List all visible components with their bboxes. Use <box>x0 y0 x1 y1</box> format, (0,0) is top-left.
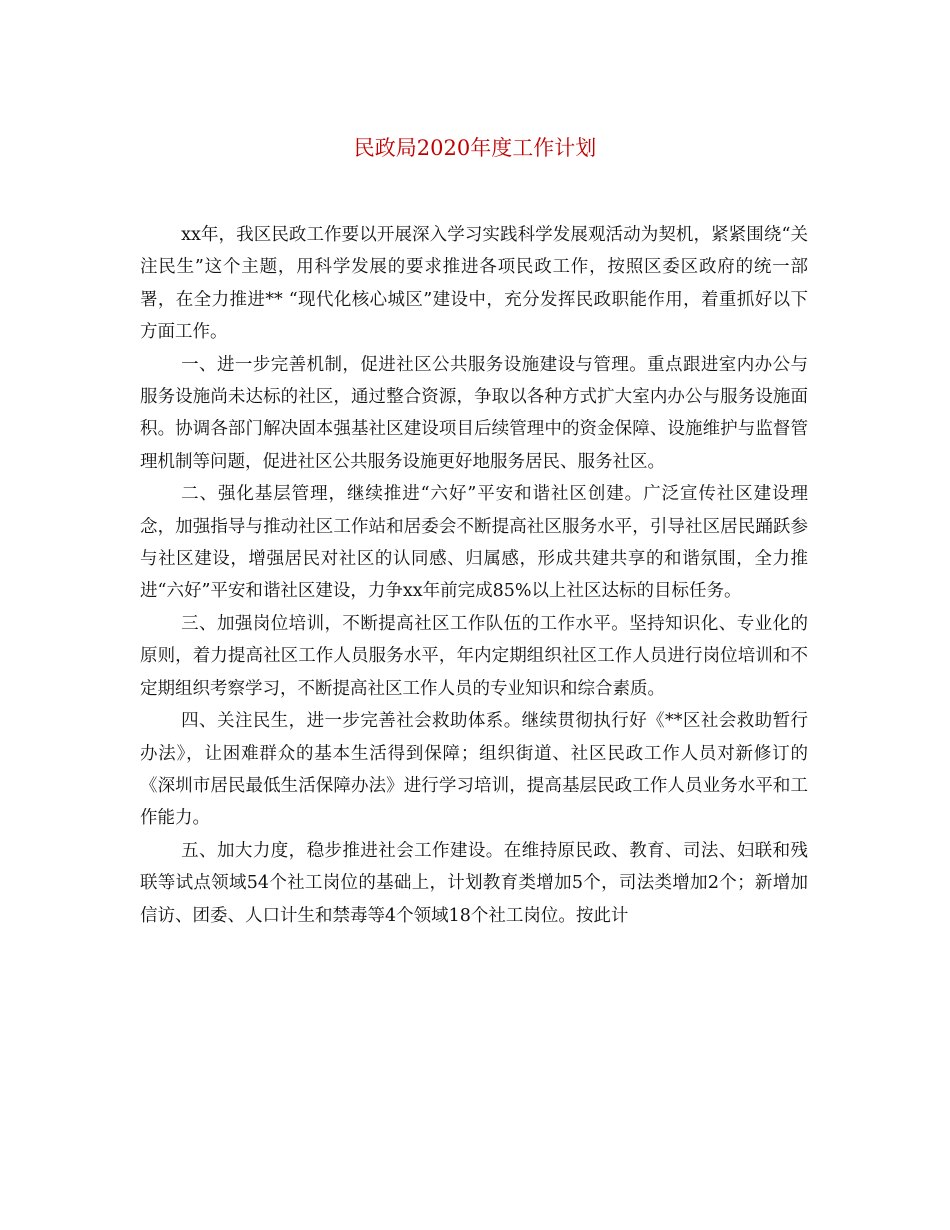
document-body <box>140 219 808 932</box>
paragraph-section-2: 二、强化基层管理，继续推进“六好”平安和谐社区创建。广泛宣传社区建设理念，加强指导与推动社区工作站和居委会不断提高社区服务水平，引导社区居民踊跃参与社区建设，增强居民对社区的认同感、归属感，形成共建共享的和谐氛围，全力推进“六好”平安和谐社区建设，力争xx年前完成85%以上社区达标的目标任务。 <box>140 484 808 602</box>
paragraph-section-3: 三、加强岗位培训，不断提高社区工作队伍的工作水平。坚持知识化、专业化的原则，着力提高社区工作人员服务水平，年内定期组织社区工作人员进行岗位培训和不定期组织考察学习，不断提高社区工作人员的专业知识和综合素质。 <box>140 613 808 699</box>
paragraph-intro: xx年，我区民政工作要以开展深入学习实践科学发展观活动为契机，紧紧围绕“关注民生”这个主题，用科学发展的要求推进各项民政工作，按照区委区政府的统一部署，在全力推进** “现代化核心城区”建设中，充分发挥民政职能作用，着重抓好以下方面工作。 <box>140 225 808 343</box>
document-title: 民政局2020年度工作计划 <box>353 136 597 160</box>
paragraph-section-1: 一、进一步完善机制，促进社区公共服务设施建设与管理。重点跟进室内办公与服务设施尚未达标的社区，通过整合资源，争取以各种方式扩大室内办公与服务设施面积。协调各部门解决固本强基社区建设项目后续管理中的资金保障、设施维护与监督管理机制等问题，促进社区公共服务设施更好地服务居民、服务社区。 <box>140 354 808 472</box>
paragraph-section-5: 五、加大力度，稳步推进社会工作建设。在维持原民政、教育、司法、妇联和残联等试点领域54个社工岗位的基础上，计划教育类增加5个，司法类增加2个；新增加信访、团委、人口计生和禁毒等4个领域18个社工岗位。按此计 <box>140 840 808 926</box>
paragraph-section-4: 四、关注民生，进一步完善社会救助体系。继续贯彻执行好《**区社会救助暂行办法》，让困难群众的基本生活得到保障；组织街道、社区民政工作人员对新修订的《深圳市居民最低生活保障办法》进行学习培训，提高基层民政工作人员业务水平和工作能力。 <box>140 711 808 829</box>
